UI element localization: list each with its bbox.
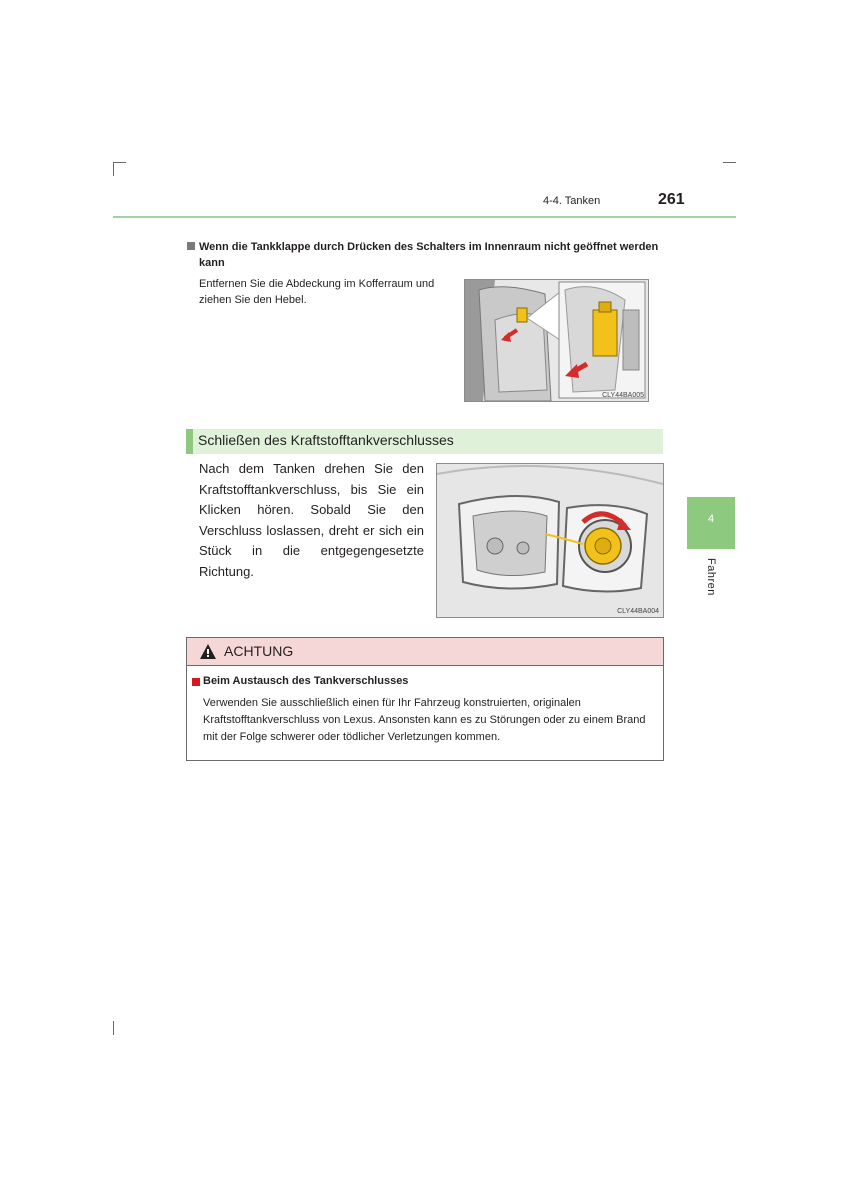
section-title: Schließen des Kraftstofftankverschlusses — [198, 432, 454, 448]
warning-box — [186, 637, 664, 761]
chapter-number: 4 — [707, 513, 715, 525]
square-bullet-icon — [187, 242, 195, 250]
warning-subheading: Beim Austausch des Tankverschlusses — [203, 675, 409, 687]
crop-mark — [113, 162, 126, 163]
fuel-cap-figure — [436, 463, 664, 618]
figure-code: CLY44BA005 — [602, 392, 644, 399]
header-rule — [113, 216, 736, 218]
red-square-bullet-icon — [192, 678, 200, 686]
trunk-lever-figure — [464, 279, 649, 402]
chapter-name: Fahren — [705, 558, 717, 596]
fuel-cap-illustration — [437, 464, 663, 617]
chapter-tab — [687, 497, 735, 549]
warning-text: Verwenden Sie ausschließlich einen für Ihr Fahrzeug konstruierten, originalen Kraftstofftankverschluss von Lexus. Ansonsten kann es zu Störungen oder zu einem Brand mit der Folge schwerer oder tödlicher Verletzungen kommen. — [203, 697, 646, 743]
crop-mark — [113, 162, 114, 176]
subsection-heading: Wenn die Tankklappe durch Drücken des Schalters im Innenraum nicht geöffnet werden kann — [199, 241, 659, 269]
crop-mark — [113, 1021, 114, 1035]
section-body-text: Nach dem Tanken drehen Sie den Kraftstofftankverschluss, bis Sie ein Klicken hören. Sobald Sie den Verschluss loslassen, dreht er sich ein Stück in die entgegengesetzte Richtung. — [199, 461, 424, 579]
warning-header — [187, 638, 663, 666]
warning-triangle-icon — [199, 643, 217, 660]
trunk-lever-illustration — [465, 280, 648, 401]
subsection-text: Entfernen Sie die Abdeckung im Kofferraum und ziehen Sie den Hebel. — [199, 278, 435, 306]
page-number: 261 — [658, 191, 685, 208]
running-header-section: 4-4. Tanken — [543, 195, 601, 207]
crop-mark — [723, 162, 736, 163]
figure-code: CLY44BA004 — [617, 608, 659, 615]
warning-title: ACHTUNG — [224, 643, 294, 659]
section-header-bar — [186, 429, 663, 454]
